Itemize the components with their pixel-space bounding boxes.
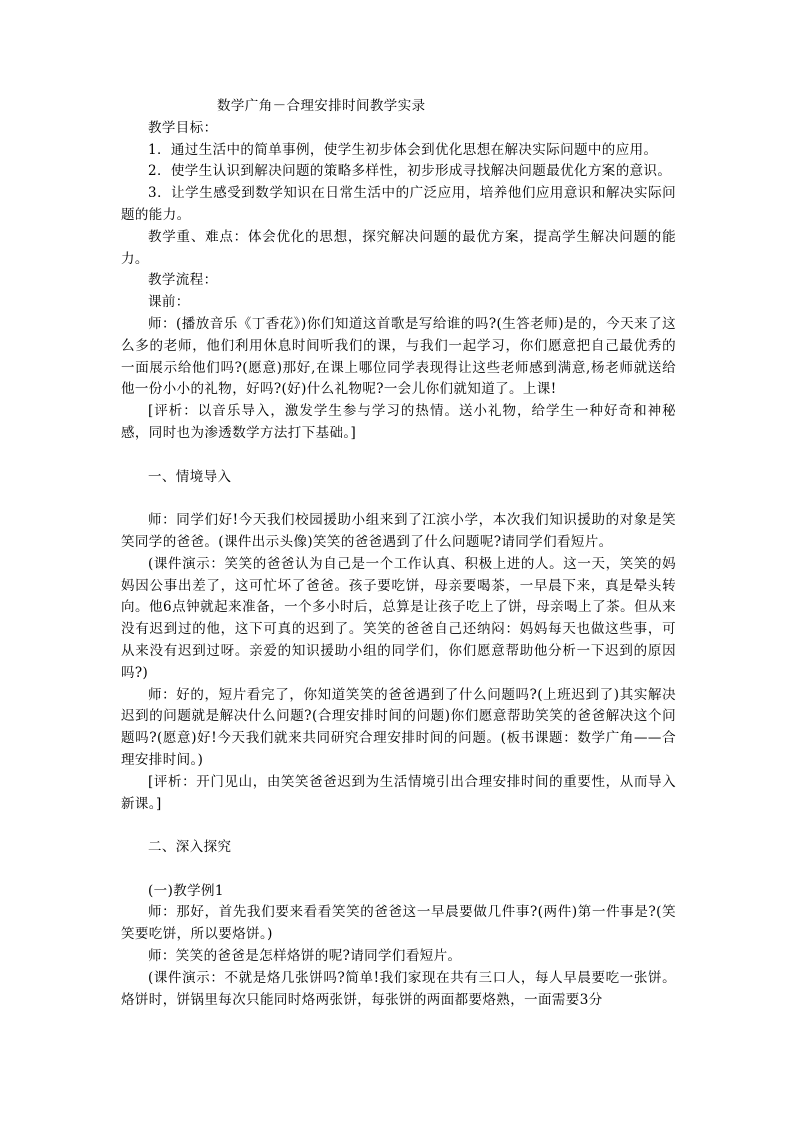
goal-3: 3．让学生感受到数学知识在日常生活中的广泛应用，培养他们应用意识和解决实际问题的能力。 — [121, 185, 676, 223]
example-1-heading: (一)教学例1 — [148, 882, 224, 899]
spacer — [121, 859, 676, 881]
section-2-paragraph: 师：笑笑的爸爸是怎样烙饼的呢?请同学们看短片。 — [148, 948, 462, 965]
spacer — [121, 488, 676, 510]
teaching-goals-label: 教学目标： — [148, 119, 218, 136]
section-2-paragraph: 师：那好，首先我们要来看看笑笑的爸爸这一早晨要做几件事?(两件)第一件事是?(笑笑要吃饼，所以要烙饼。) — [121, 904, 676, 943]
spacer — [121, 445, 676, 467]
section-2-heading: 二、深入探究 — [148, 839, 232, 856]
pre-class-comment: [评析：以音乐导入，激发学生参与学习的热情。送小礼物，给学生一种好奇和神秘感，同时也为渗透数学方法打下基础。] — [121, 403, 676, 441]
section-1-paragraph: 师：好的，短片看完了，你知道笑笑的爸爸遇到了什么问题吗?(上班迟到了)其实解决迟到的问题就是解决什么问题?(合理安排时间的问题)你们愿意帮助笑笑的爸爸解决这个问题吗?(愿意)好!今天我们就来共同研究合理安排时间的问题。(板书课题：数学广角——合理安排时间。) — [121, 686, 676, 768]
teaching-process-label: 教学流程： — [148, 272, 218, 289]
pre-class-label: 课前： — [148, 294, 190, 311]
document-body — [121, 96, 676, 1011]
section-1-comment: [评析：开门见山，由笑笑爸爸迟到为生活情境引出合理安排时间的重要性，从而导入新课。] — [121, 773, 676, 812]
pre-class-dialogue: 师：(播放音乐《丁香花》)你们知道这首歌是写给谁的吗?(生答老师)是的，今天来了这么多的老师，他们利用休息时间听我们的课，与我们一起学习，你们愿意把自己最优秀的一面展示给他们吗?(愿意)那好,在课上哪位同学表现得让这些老师感到满意,杨老师就送给他一份小小的礼物，好吗?(好)什么礼物呢?一会儿你们就知道了。上课! — [121, 315, 676, 398]
goal-1: 1．通过生活中的简单事例，使学生初步体会到优化思想在解决实际问题中的应用。 — [148, 141, 658, 158]
section-2-paragraph: (课件演示：不就是烙几张饼吗?简单!我们家现在共有三口人，每人早晨要吃一张饼。烙饼时，饼锅里每次只能同时烙两张饼，每张饼的两面都要烙熟，一面需要3分 — [121, 969, 676, 1008]
document-title: 数学广角－合理安排时间教学实录 — [217, 98, 426, 114]
key-points: 教学重、难点：体会优化的思想，探究解决问题的最优方案，提高学生解决问题的能力。 — [121, 228, 676, 267]
section-1-paragraph: 师：同学们好!今天我们校园援助小组来到了江滨小学，本次我们知识援助的对象是笑笑同学的爸爸。(课件出示头像)笑笑的爸爸遇到了什么问题呢?请同学们看短片。 — [121, 512, 676, 550]
spacer — [121, 815, 676, 837]
goal-2: 2．使学生认识到解决问题的策略多样性，初步形成寻找解决问题最优化方案的意识。 — [148, 163, 672, 180]
section-1-paragraph: (课件演示：笑笑的爸爸认为自己是一个工作认真、积极上进的人。这一天，笑笑的妈妈因公事出差了，这可忙坏了爸爸。孩子要吃饼，母亲要喝茶，一早晨下来，真是晕头转向。他6点钟就起来准备，一个多小时后，总算是让孩子吃上了饼，母亲喝上了茶。但从来没有迟到过的他，这下可真的迟到了。笑笑的爸爸自己还纳闷：妈妈每天也做这些事，可从来没有迟到过呀。亲爱的知识援助小组的同学们，你们愿意帮助他分析一下迟到的原因吗?) — [121, 555, 676, 681]
section-1-heading: 一、情境导入 — [148, 468, 232, 485]
